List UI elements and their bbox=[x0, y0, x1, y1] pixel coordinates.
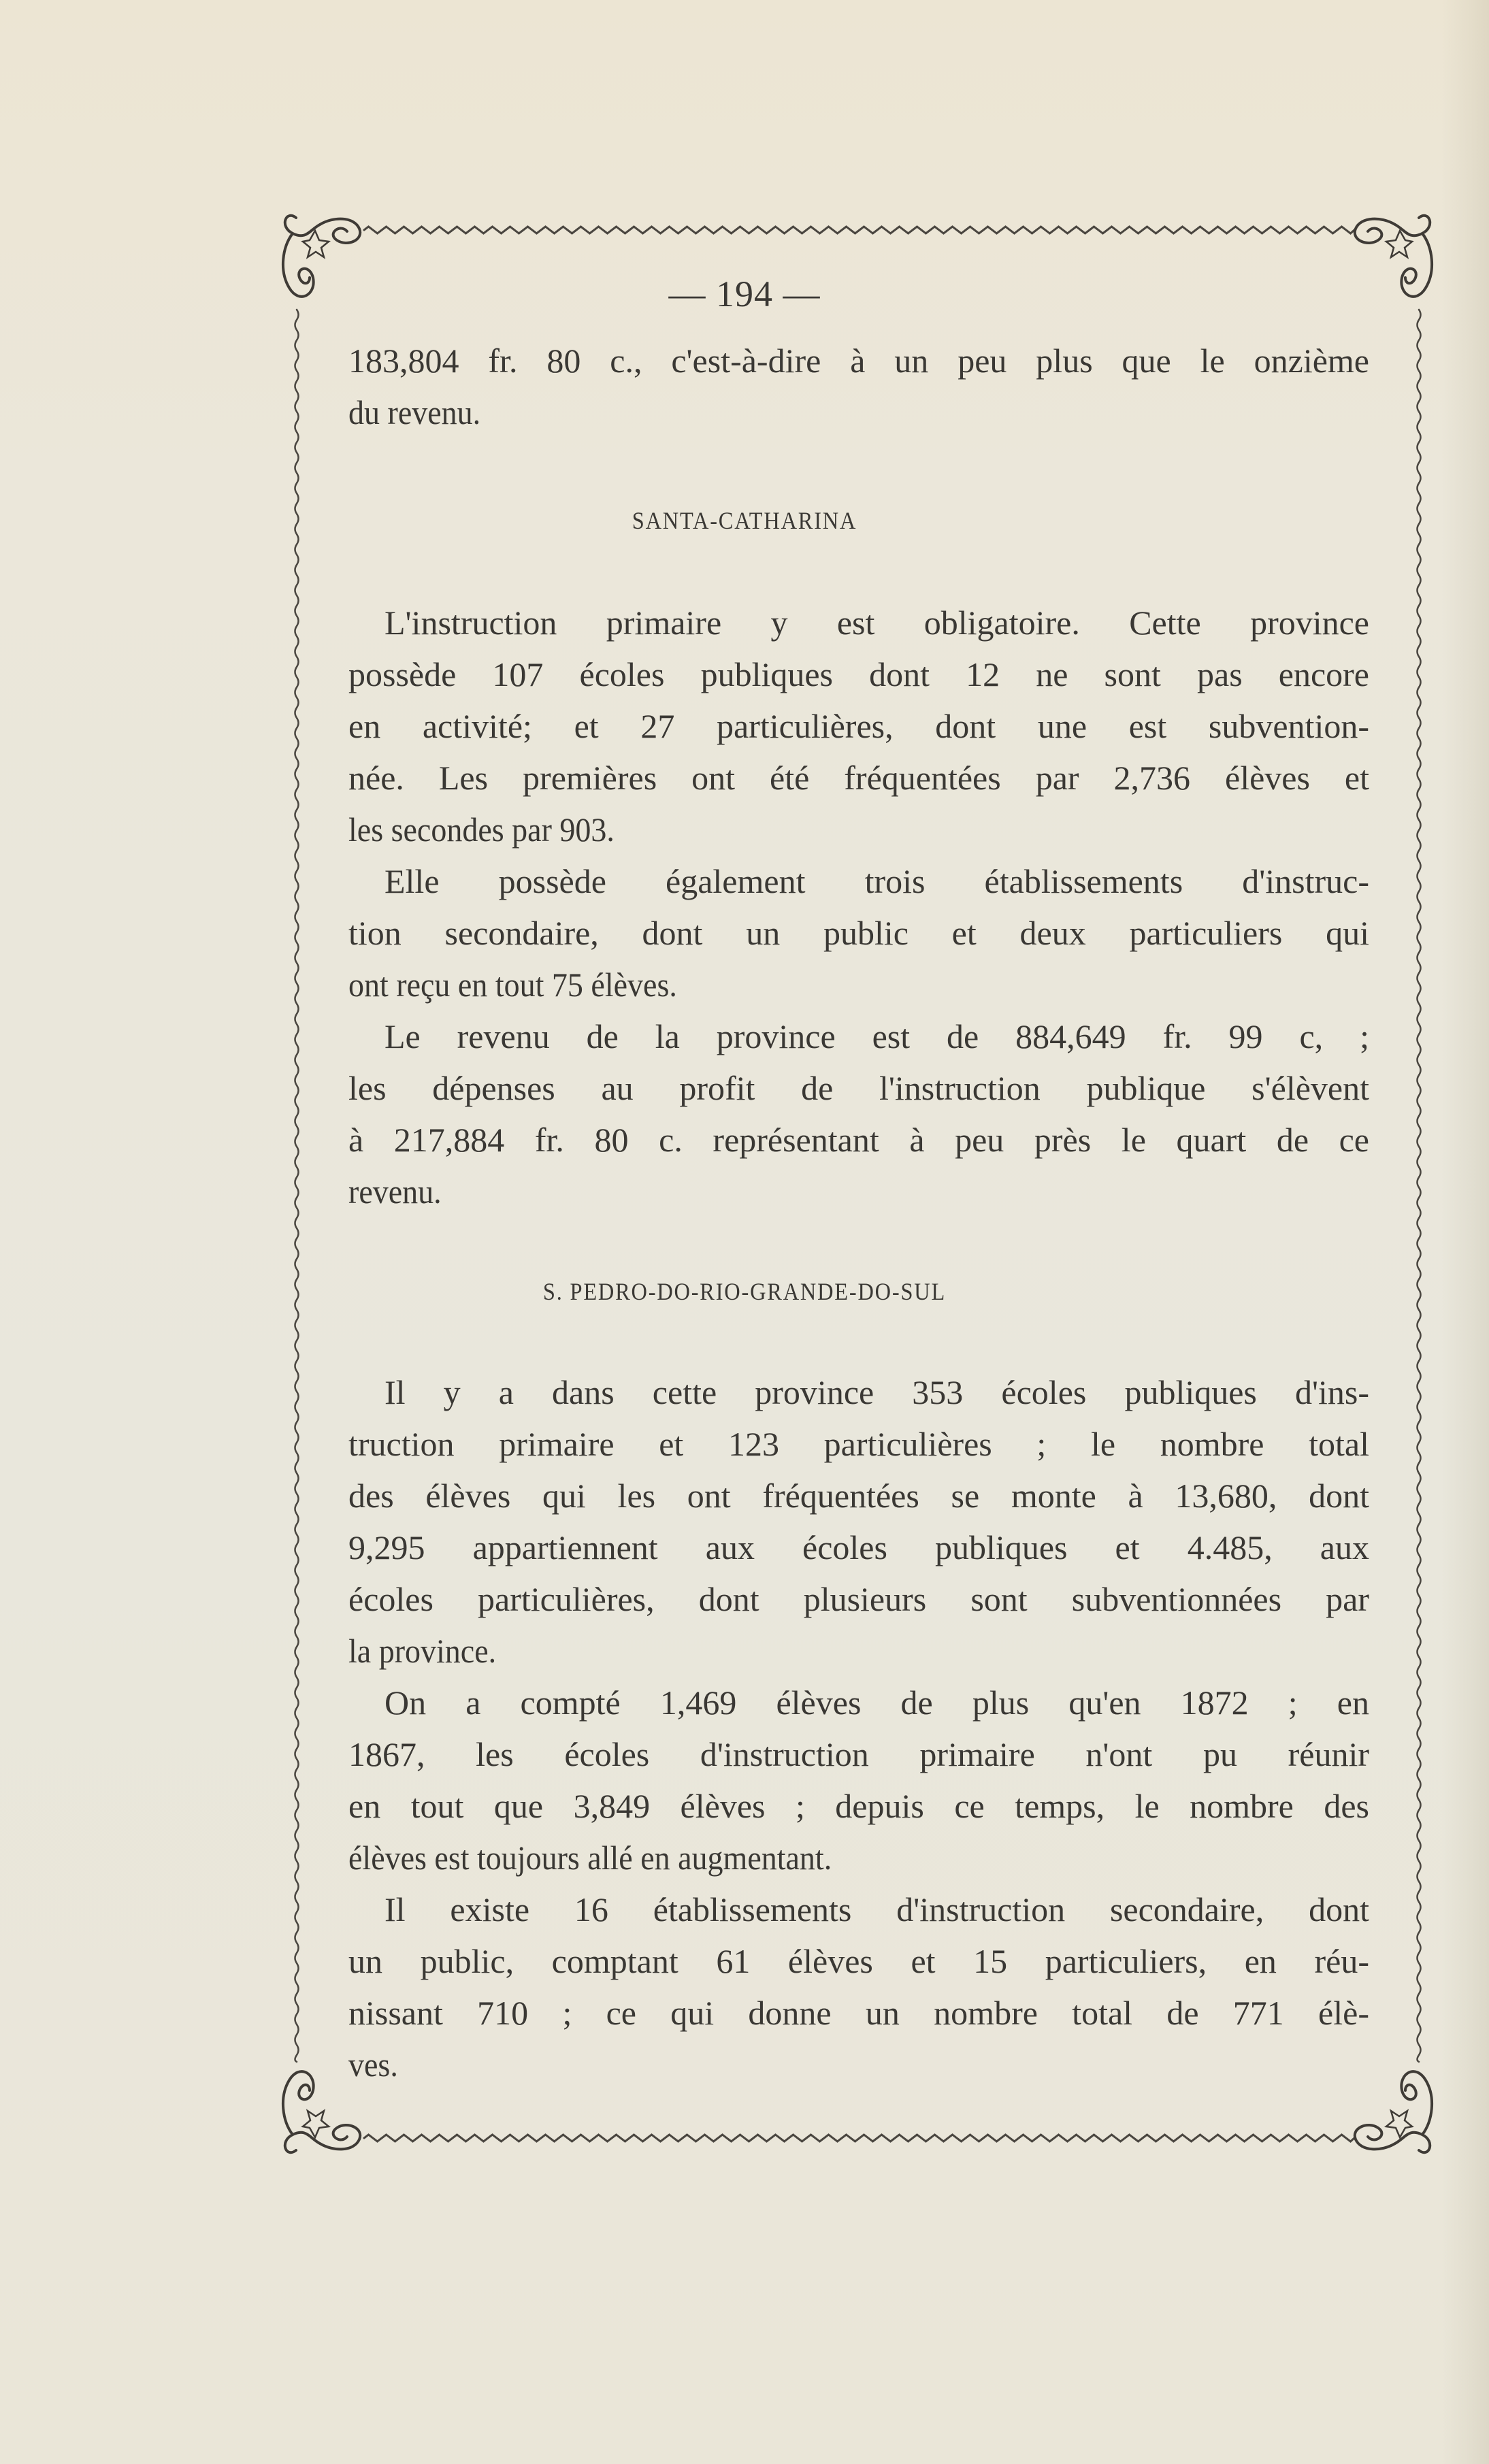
corner-ornament-bottom-right-icon bbox=[1355, 2071, 1432, 2152]
body-line: 1867, les écoles d'instruction primaire n'ont pu réunir bbox=[348, 1735, 1369, 1773]
body-line: Il y a dans cette province 353 écoles publiques d'ins- bbox=[384, 1373, 1369, 1411]
body-line: 183,804 fr. 80 c., c'est-à-dire à un peu plus que le onzième bbox=[348, 342, 1369, 380]
body-line: élèves est toujours allé en augmentant. bbox=[348, 1839, 832, 1877]
body-line: truction primaire et 123 particulières ; le nombre total bbox=[348, 1425, 1369, 1463]
body-line: à 217,884 fr. 80 c. représentant à peu près le quart de ce bbox=[348, 1121, 1369, 1159]
body-line: en tout que 3,849 élèves ; depuis ce temps, le nombre des bbox=[348, 1787, 1369, 1825]
body-line: écoles particulières, dont plusieurs sont subventionnées par bbox=[348, 1580, 1369, 1618]
body-line: du revenu. bbox=[348, 393, 481, 431]
body-line: L'instruction primaire y est obligatoire. Cette province bbox=[384, 604, 1369, 642]
body-line: la province. bbox=[348, 1632, 497, 1670]
body-line: 9,295 appartiennent aux écoles publiques et 4.485, aux bbox=[348, 1528, 1369, 1566]
body-line: ves. bbox=[348, 2046, 398, 2084]
body-line: possède 107 écoles publiques dont 12 ne sont pas encore bbox=[348, 655, 1369, 693]
body-line: un public, comptant 61 élèves et 15 particuliers, en réu- bbox=[348, 1942, 1369, 1980]
body-line: des élèves qui les ont fréquentées se monte à 13,680, dont bbox=[348, 1477, 1369, 1515]
body-line: Il existe 16 établissements d'instruction secondaire, dont bbox=[384, 1890, 1369, 1928]
body-line: tion secondaire, dont un public et deux particuliers qui bbox=[348, 914, 1369, 952]
body-line: Elle possède également trois établissements d'instruc- bbox=[384, 862, 1369, 900]
top-wavy-border bbox=[364, 227, 1354, 233]
bottom-wavy-border bbox=[364, 2135, 1354, 2141]
body-line: Le revenu de la province est de 884,649 fr. 99 c, ; bbox=[384, 1017, 1369, 1055]
body-line: les dépenses au profit de l'instruction publique s'élèvent bbox=[348, 1069, 1369, 1107]
body-line: en activité; et 27 particulières, dont une est subvention- bbox=[348, 707, 1369, 745]
right-wavy-border bbox=[1418, 310, 1421, 2062]
left-wavy-border bbox=[295, 310, 299, 2062]
section-heading-rio-grande-do-sul: S. PEDRO-DO-RIO-GRANDE-DO-SUL bbox=[542, 1278, 947, 1305]
body-line: On a compté 1,469 élèves de plus qu'en 1872 ; en bbox=[384, 1683, 1369, 1722]
page-number: — 194 — bbox=[668, 274, 821, 314]
body-line: revenu. bbox=[348, 1172, 442, 1211]
body-line: nissant 710 ; ce qui donne un nombre total de 771 élè- bbox=[348, 1994, 1369, 2032]
body-line: ont reçu en tout 75 élèves. bbox=[348, 966, 677, 1004]
body-line: née. Les premières ont été fréquentées par 2,736 élèves et bbox=[348, 759, 1369, 797]
body-line: les secondes par 903. bbox=[348, 810, 615, 849]
section-heading-santa-catharina: SANTA-CATHARINA bbox=[632, 507, 857, 534]
